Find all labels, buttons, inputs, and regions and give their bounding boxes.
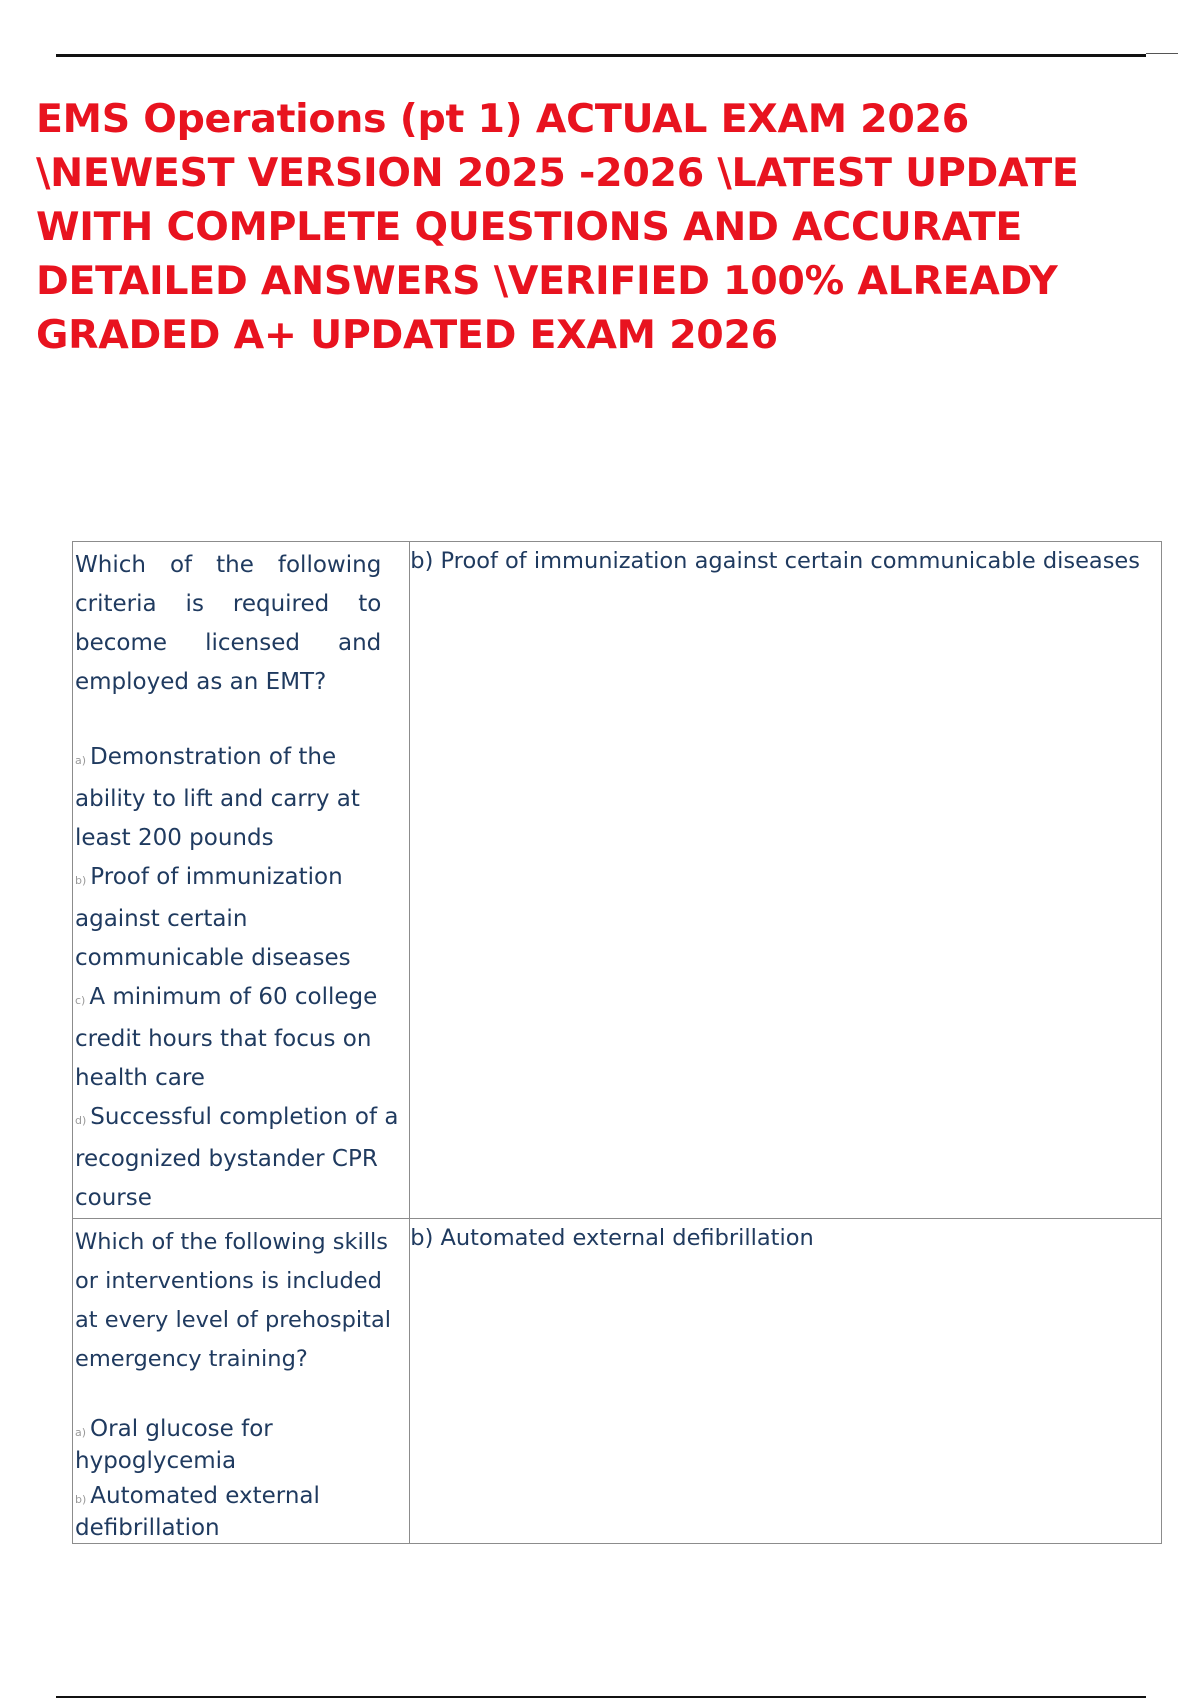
option-text: A minimum of 60 college credit hours that focus on health care bbox=[75, 984, 378, 1091]
question-cell bbox=[73, 1219, 410, 1544]
question-text: Which of the following criteria is required to become licensed and employed as an EMT? bbox=[75, 552, 382, 695]
option-text: Automated external defibrillation bbox=[75, 1483, 320, 1541]
option-text: Demonstration of the ability to lift and carry at least 200 pounds bbox=[75, 744, 360, 851]
option-c bbox=[73, 978, 409, 1098]
option-letter: d) bbox=[75, 1114, 87, 1127]
option-b bbox=[73, 1482, 409, 1543]
option-letter: c) bbox=[75, 994, 86, 1007]
question-text: Which of the following skills or interventions is included at every level of prehospital emergency training? bbox=[75, 1229, 391, 1372]
option-a bbox=[73, 1415, 409, 1476]
answer-text: b) Automated external defibrillation bbox=[410, 1225, 814, 1251]
option-b bbox=[73, 858, 409, 978]
top-rule bbox=[56, 54, 1146, 57]
option-letter: b) bbox=[75, 1493, 87, 1506]
table-row bbox=[73, 1219, 1162, 1544]
option-letter: a) bbox=[75, 754, 87, 767]
option-text: Proof of immunization against certain communicable diseases bbox=[75, 864, 351, 971]
option-d bbox=[73, 1098, 409, 1218]
top-rule-tail bbox=[1146, 53, 1178, 54]
option-text: Successful completion of a recognized bystander CPR course bbox=[75, 1104, 399, 1211]
question-cell bbox=[73, 542, 410, 1219]
table-row bbox=[73, 542, 1162, 1219]
document-title: EMS Operations (pt 1) ACTUAL EXAM 2026 \NEWEST VERSION 2025 -2026 \LATEST UPDATE WITH COMPLETE QUESTIONS AND ACCURATE DETAILED ANSWERS \VERIFIED 100% ALREADY GRADED A+ UPDATED EXAM 2026 bbox=[36, 96, 1079, 358]
answer-cell bbox=[410, 542, 1162, 1219]
bottom-rule bbox=[56, 1696, 1146, 1698]
option-letter: a) bbox=[75, 1426, 87, 1439]
option-letter: b) bbox=[75, 874, 87, 887]
answer-text: b) Proof of immunization against certain communicable diseases bbox=[410, 548, 1140, 574]
answer-cell bbox=[410, 1219, 1162, 1544]
qa-table bbox=[72, 541, 1162, 1544]
option-text: Oral glucose for hypoglycemia bbox=[75, 1416, 273, 1474]
option-a bbox=[73, 738, 409, 858]
